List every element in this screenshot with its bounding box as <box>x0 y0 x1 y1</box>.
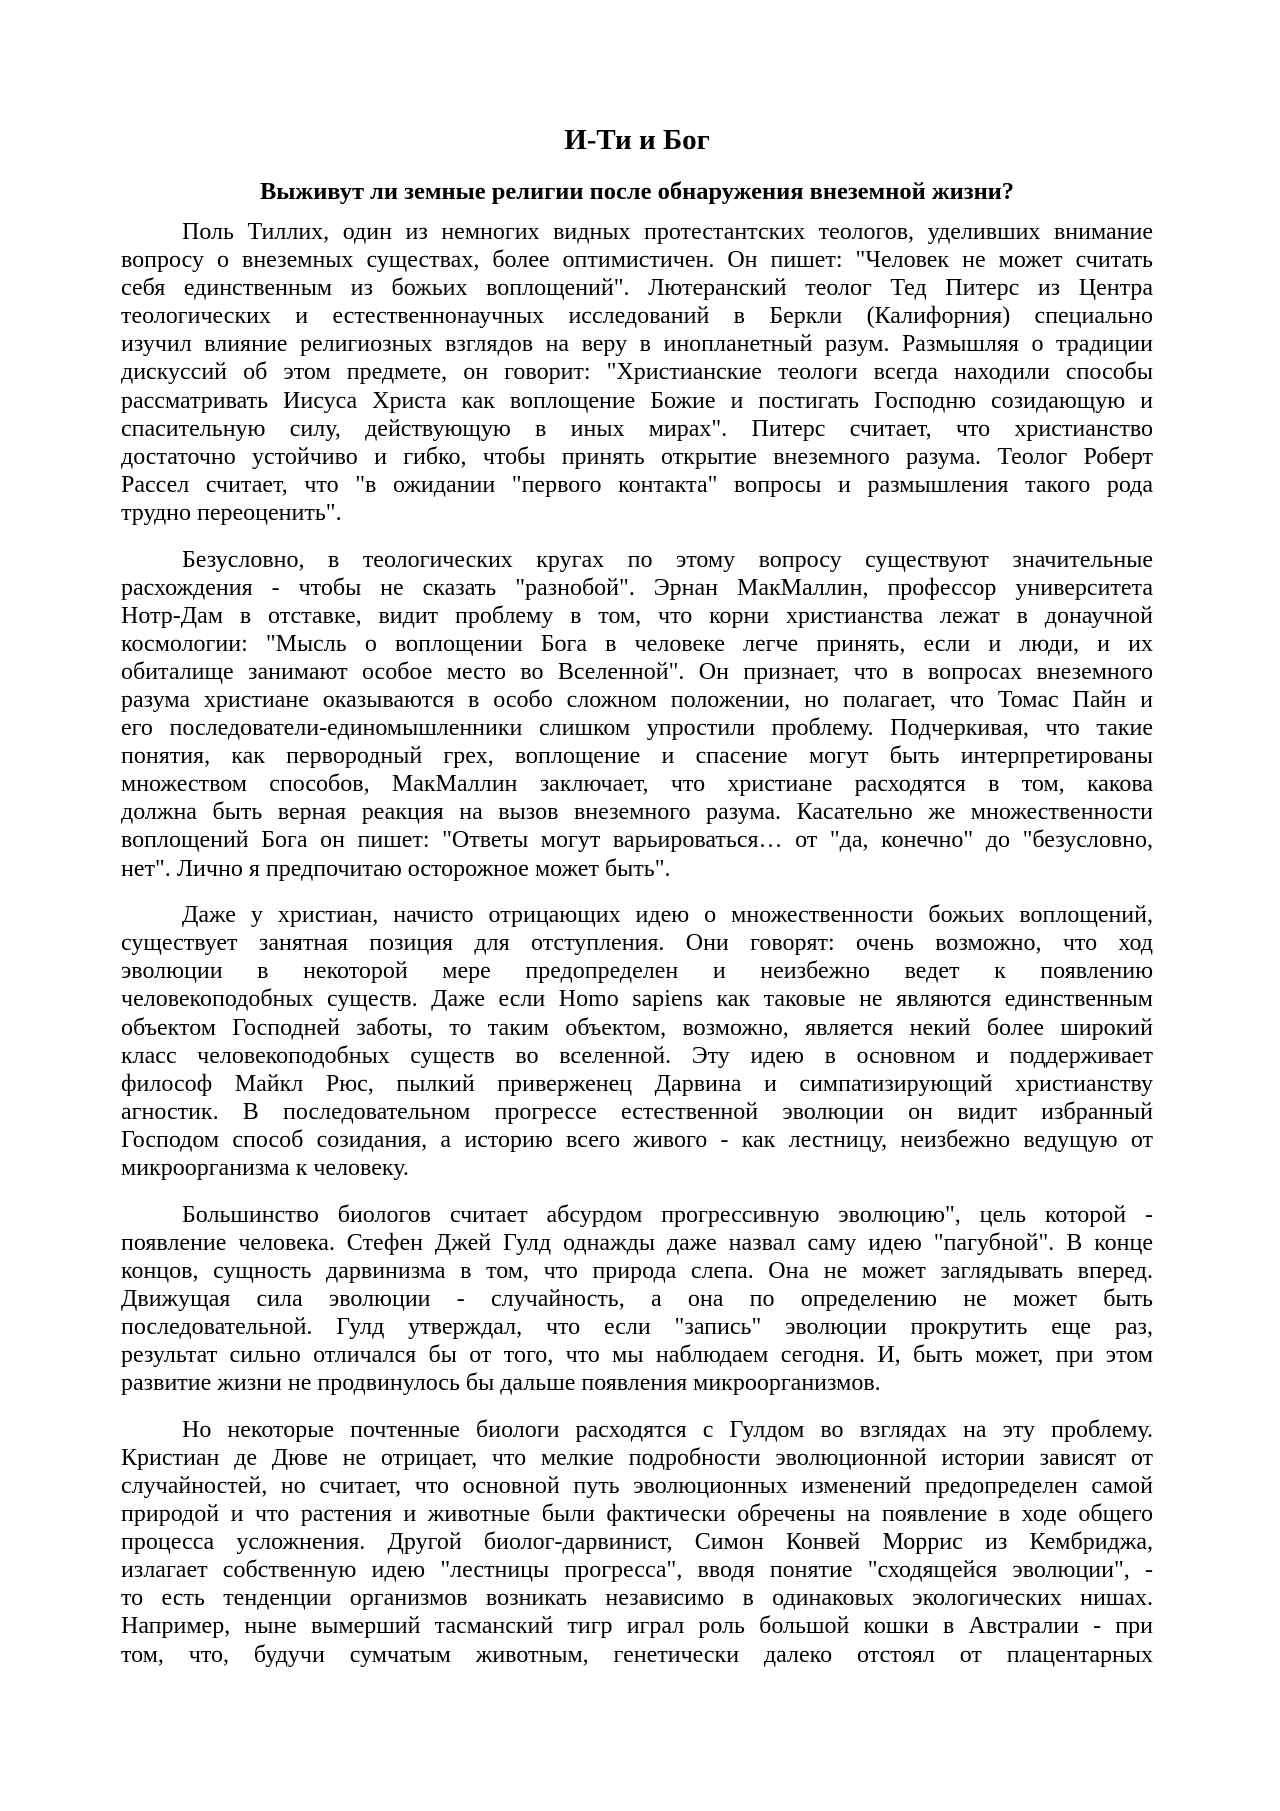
text-line: Нотр-Дам в отставке, видит проблему в том, что корни христианства лежат в донаучной <box>121 602 1153 629</box>
text-line: философ Майкл Рюс, пылкий приверженец Дарвина и симпатизирующий христианству <box>121 1070 1153 1097</box>
document-body <box>121 218 1153 1687</box>
document-subtitle: Выживут ли земные религии после обнаружения внеземной жизни? <box>259 178 1015 205</box>
text-line: понятия, как первородный грех, воплощение и спасение могут быть интерпретированы <box>121 743 1153 770</box>
text-line: рассматривать Иисуса Христа как воплощение Божие и постигать Господню созидающую и <box>121 387 1153 414</box>
paragraph <box>121 1201 1153 1398</box>
text-line: разума христиане оказываются в особо сложном положении, но полагает, что Томас Пайн и <box>121 687 1153 713</box>
text-line: концов, сущность дарвинизма в том, что природа слепа. Она не может заглядывать вперед. <box>121 1257 1153 1284</box>
text-line: человекоподобных существ. Даже если Homo sapiens как таковые не являются единственным <box>121 986 1153 1013</box>
text-line: микроорганизма к человеку. <box>121 1155 409 1181</box>
text-line: природой и что растения и животные были фактически обречены на появление в ходе общего <box>121 1501 1153 1528</box>
text-line: воплощений Бога он пишет: "Ответы могут варьироваться… от "да, конечно" до "безусловно, <box>121 827 1153 854</box>
paragraph <box>121 901 1153 1182</box>
text-line: эволюции в некоторой мере предопределен и неизбежно ведет к появлению <box>121 958 1153 985</box>
text-line: случайностей, но считает, что основной путь эволюционных изменений предопределен самой <box>121 1472 1153 1499</box>
text-line: Кристиан де Дюве не отрицает, что мелкие подробности эволюционной истории зависят от <box>121 1444 1153 1471</box>
text-line: Рассел считает, что "в ожидании "первого контакта" вопросы и размышления такого рода <box>121 471 1153 498</box>
text-line: Безусловно, в теологических кругах по этому вопросу существуют значительные <box>182 546 1153 573</box>
text-line: спасительную силу, действующую в иных мирах". Питерс считает, что христианство <box>121 415 1153 442</box>
text-line: излагает собственную идею "лестницы прогресса", вводя понятие "сходящейся эволюции", - <box>121 1557 1153 1584</box>
text-line: Господом способ созидания, а историю всего живого - как лестницу, неизбежно ведущую от <box>121 1126 1153 1153</box>
paragraph <box>121 1416 1153 1669</box>
text-line: его последователи-единомышленники слишком упростили проблему. Подчеркивая, что такие <box>121 715 1153 742</box>
text-line: достаточно устойчиво и гибко, чтобы принять открытие внеземного разума. Теолог Роберт <box>121 443 1153 470</box>
text-line: Но некоторые почтенные биологи расходятся с Гулдом во взглядах на эту проблему. <box>182 1416 1153 1443</box>
text-line: обиталище занимают особое место во Вселенной". Он признает, что в вопросах внеземного <box>121 658 1153 685</box>
text-line: процесса усложнения. Другой биолог-дарвинист, Симон Конвей Моррис из Кембриджа, <box>121 1529 1153 1556</box>
text-line: космологии: "Мысль о воплощении Бога в человеке легче принять, если и люди, и их <box>121 630 1153 657</box>
text-line: Например, ныне вымерший тасманский тигр играл роль большой кошки в Австралии - при <box>121 1613 1153 1640</box>
text-line: расхождения - чтобы не сказать "разнобой". Эрнан МакМаллин, профессор университета <box>121 574 1153 601</box>
text-line: том, что, будучи сумчатым животным, генетически далеко отстоял от плацентарных <box>121 1641 1153 1668</box>
text-line: результат сильно отличался бы от того, что мы наблюдаем сегодня. И, быть может, при этом <box>121 1342 1153 1369</box>
document-title: И-Ти и Бог <box>564 124 710 156</box>
text-line: Поль Тиллих, один из немногих видных протестантских теологов, уделивших внимание <box>182 219 1153 245</box>
text-line: трудно переоценить". <box>121 499 342 526</box>
text-line: себя единственным из божьих воплощений". Лютеранский теолог Тед Питерс из Центра <box>121 275 1153 302</box>
paragraph <box>121 218 1153 527</box>
text-line: класс человекоподобных существ во вселенной. Эту идею в основном и поддерживает <box>121 1042 1153 1069</box>
text-line: вопросу о внеземных существах, более оптимистичен. Он пишет: "Человек не может считать <box>121 247 1153 274</box>
text-line: множеством способов, МакМаллин заключает, что христиане расходятся в том, какова <box>121 771 1153 798</box>
text-line: развитие жизни не продвинулось бы дальше появления микроорганизмов. <box>121 1370 881 1397</box>
text-line: нет". Лично я предпочитаю осторожное может быть". <box>121 855 671 882</box>
text-line: появление человека. Стефен Джей Гулд однажды даже назвал саму идею "пагубной". В конце <box>121 1229 1153 1256</box>
text-line: Большинство биологов считает абсурдом прогрессивную эволюцию", цель которой - <box>182 1201 1153 1228</box>
text-line: агностик. В последовательном прогрессе естественной эволюции он видит избранный <box>121 1098 1153 1125</box>
text-line: последовательной. Гулд утверждал, что если "запись" эволюции прокрутить еще раз, <box>121 1313 1153 1340</box>
text-line: теологических и естественнонаучных исследований в Беркли (Калифорния) специально <box>121 303 1153 330</box>
text-line: то есть тенденции организмов возникать независимо в одинаковых экологических нишах. <box>121 1585 1153 1612</box>
text-line: Движущая сила эволюции - случайность, а она по определению не может быть <box>121 1285 1153 1312</box>
text-line: должна быть верная реакция на вызов внеземного разума. Касательно же множественности <box>121 799 1153 826</box>
paragraph <box>121 546 1153 883</box>
text-line: изучил влияние религиозных взглядов на веру в инопланетный разум. Размышляя о традиции <box>121 331 1153 358</box>
text-line: существует занятная позиция для отступления. Они говорят: очень возможно, что ход <box>121 930 1153 957</box>
text-line: Даже у христиан, начисто отрицающих идею о множественности божьих воплощений, <box>182 902 1153 929</box>
text-line: дискуссий об этом предмете, он говорит: "Христианские теологи всегда находили способы <box>121 359 1153 386</box>
text-line: объектом Господней заботы, то таким объектом, возможно, является некий более широкий <box>121 1014 1153 1041</box>
